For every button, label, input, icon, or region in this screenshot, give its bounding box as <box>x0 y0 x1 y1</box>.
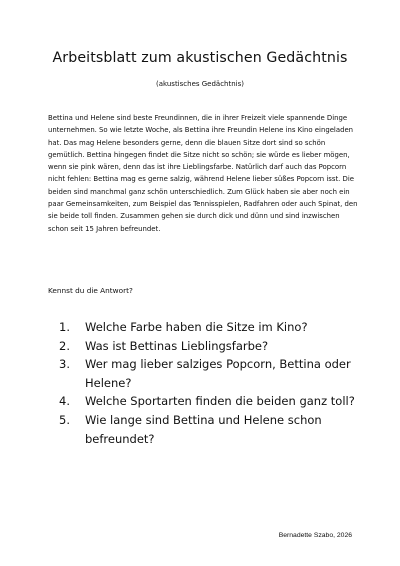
question-item <box>48 337 370 356</box>
question-text: Wie lange sind Bettina und Helene schon befreundet? <box>85 412 322 446</box>
question-item <box>48 411 370 448</box>
question-item <box>48 355 370 392</box>
author-footer: Bernadette Szabo, 2026 <box>278 532 352 539</box>
question-text: Wer mag lieber salziges Popcorn, Bettina oder Helene? <box>85 357 351 390</box>
story-paragraph: Bettina und Helene sind beste Freundinnen, die in ihrer Freizeit viele spannende Dinge unternehmen. So wie letzte Woche, als Bettina ihre Freundin Helene ins Kino eingeladen hat. Das mag Helene besonders gerne, denn die blauen Sitze dort sind so schön gemütlich. Bettina hingegen findet die Sitze nicht so schön; sie würde es lieber mögen, wenn sie pink wären, denn das ist ihre Lieblingsfarbe. Natürlich darf auch das Popcorn nicht fehlen: Bettina mag es gerne salzig, während Helene lieber süßes Popcorn isst. Die beiden sind manchmal ganz schön unterschiedlich. Zum Glück haben sie aber noch ein paar Gemeinsamkeiten, zum Beispiel das Tennisspielen, Radfahren oder auch Spinat, den sie beide toll finden. Zusammen gehen sie durch dick und dünn und sind inzwischen schon seit 15 Jahren befreundet. <box>48 114 358 233</box>
question-number: 5. <box>59 412 70 427</box>
worksheet-subtitle: (akustisches Gedächtnis) <box>156 80 244 88</box>
question-text: Was ist Bettinas Lieblingsfarbe? <box>85 338 269 353</box>
question-item <box>48 318 370 337</box>
question-number: 4. <box>59 394 70 409</box>
question-number: 2. <box>59 338 70 353</box>
question-list <box>48 318 370 448</box>
question-item <box>48 392 370 411</box>
question-text: Welche Sportarten finden die beiden ganz toll? <box>85 394 355 409</box>
question-text: Welche Farbe haben die Sitze im Kino? <box>85 320 308 334</box>
worksheet-title: Arbeitsblatt zum akustischen Gedächtnis <box>52 50 348 66</box>
question-prompt: Kennst du die Antwort? <box>48 286 133 295</box>
question-number: 3. <box>59 357 70 372</box>
question-number: 1. <box>59 320 70 334</box>
